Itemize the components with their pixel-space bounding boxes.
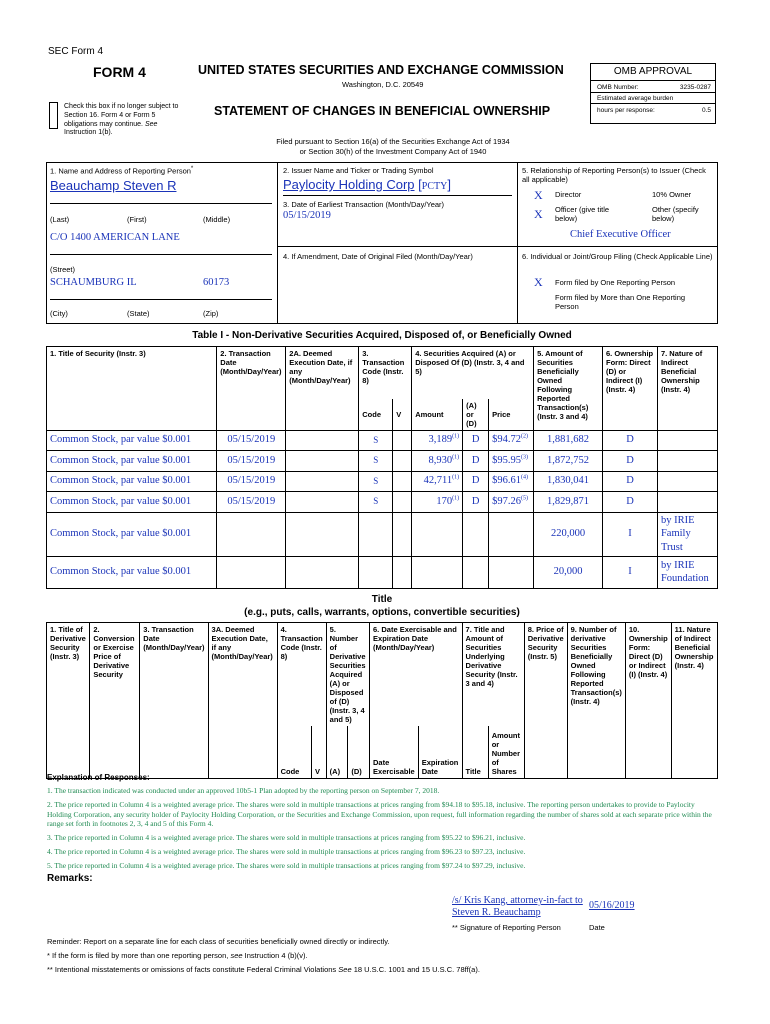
amount (412, 556, 463, 588)
street-label: (Street) (50, 265, 76, 274)
transaction-code (359, 512, 393, 556)
reminder: Reminder: Report on a separate line for each class of securities beneficially owned directly or indirectly. (47, 937, 390, 946)
issuer-name: Paylocity Holding Corp [PCTY] (283, 177, 451, 192)
footnote-misstatements: ** Intentional misstatements or omissions of facts constitute Federal Criminal Violations See 18 U.S.C. 1001 and 15 U.S.C. 78ff(a). (47, 965, 480, 974)
signature-label: ** Signature of Reporting Person (452, 923, 561, 932)
officer-label: Officer (give title below) (555, 205, 610, 223)
price: $94.72$^{(2)}$ (489, 430, 534, 451)
transaction-code: S (359, 451, 393, 472)
t2-header-underlying: 7. Title and Amount of Securities Underlying Derivative Security (Instr. 3 and 4) (462, 623, 524, 727)
v-cell (393, 556, 412, 588)
zip-label: (Zip) (203, 309, 219, 318)
t2-sub-expiration: Expiration Date (418, 726, 462, 778)
t2-sub-code: Code (277, 726, 311, 778)
t1-header-deemed: 2A. Deemed Execution Date, if any (Month/Day/Year) (286, 347, 359, 431)
remarks-heading: Remarks: (47, 873, 93, 884)
no-longer-subject-checkbox[interactable] (49, 102, 58, 129)
t2-header-title: 1. Title of Derivative Security (Instr. 3) (47, 623, 90, 779)
officer-mark: X (534, 207, 543, 221)
reporting-person-name-link[interactable]: Beauchamp Steven R (50, 178, 177, 193)
owned-following: 1,830,041 (534, 471, 603, 492)
one-person-label: Form filed by One Reporting Person (555, 278, 676, 287)
amount: 170$^{(1)}$ (412, 492, 463, 513)
ownership-form: D (603, 492, 658, 513)
security-title: Common Stock, par value $0.001 (47, 451, 217, 472)
owned-following: 20,000 (534, 556, 603, 588)
omb-hours: 0.5 (701, 107, 711, 114)
transaction-date: 05/15/2019 (217, 451, 286, 472)
footnote-2: 2. The price reported in Column 4 is a weighted average price. The shares were sold in multiple transactions at prices ranging from $94.18 to $95.18, inclusive. The reporting person undertakes to provide to Paylocity Holding Corporation, any security holder of Paylocity Holding Corporation, or the Securities and Exchange Commission, upon request, full information regarding the number of shares sold at each separate price within the range set forth in footnotes 2, 3, 4 and 5 of this Form 4. (47, 799, 712, 829)
t1-sub-code: Code (359, 399, 393, 431)
ten-percent-owner-label: 10% Owner (652, 190, 692, 199)
ticker: PCTY (421, 181, 448, 192)
nature-of-ownership: by IRIE Foundation (657, 556, 717, 588)
box4-label: 4. If Amendment, Date of Original Filed (Month/Day/Year) (283, 252, 473, 261)
price (489, 556, 534, 588)
t2-header-exercisable: 6. Date Exercisable and Expiration Date (Month/Day/Year) (370, 623, 463, 727)
derivative-table (46, 622, 718, 779)
city-label: (City) (50, 309, 68, 318)
security-title: Common Stock, par value $0.001 (47, 492, 217, 513)
omb-title: OMB APPROVAL (591, 64, 715, 81)
nature-of-ownership (657, 451, 717, 472)
t2-header-nature: 11. Nature of Indirect Beneficial Ownership (Instr. 4) (671, 623, 717, 779)
transaction-code: S (359, 430, 393, 451)
t1-header-nature: 7. Nature of Indirect Beneficial Ownership (Instr. 4) (657, 347, 717, 431)
omb-number-label: OMB Number: (597, 84, 639, 91)
box6-label: 6. Individual or Joint/Group Filing (Check Applicable Line) (522, 252, 713, 261)
t2-header-price: 8. Price of Derivative Security (Instr. 5) (524, 623, 567, 779)
security-title: Common Stock, par value $0.001 (47, 430, 217, 451)
ownership-form: I (603, 512, 658, 556)
t1-header-form: 6. Ownership Form: Direct (D) or Indirect (I) (Instr. 4) (603, 347, 658, 431)
t2-sub-title: Title (462, 726, 488, 778)
t2-sub-amount: Amount or Number of Shares (488, 726, 524, 778)
acquired-disposed (463, 512, 489, 556)
acquired-disposed: D (463, 492, 489, 513)
acquired-disposed (463, 556, 489, 588)
other-label: Other (specify below) (652, 205, 699, 223)
table-row (47, 556, 718, 588)
v-cell (393, 492, 412, 513)
non-derivative-table (46, 346, 718, 589)
box3-label: 3. Date of Earliest Transaction (Month/Day/Year) (283, 200, 445, 209)
t1-header-acquired: 4. Securities Acquired (A) or Disposed Of (D) (Instr. 3, 4 and 5) (412, 347, 534, 399)
table-row (47, 492, 718, 513)
t1-header-code: 3. Transaction Code (Instr. 8) (359, 347, 412, 399)
ownership-form: D (603, 451, 658, 472)
acquired-disposed: D (463, 471, 489, 492)
earliest-transaction-date: 05/15/2019 (283, 210, 331, 221)
t1-header-owned: 5. Amount of Securities Beneficially Owned Following Reported Transaction(s) (Instr. 3 and 4) (534, 347, 603, 431)
zip-value: 60173 (203, 277, 230, 288)
t1-sub-v: V (393, 399, 412, 431)
nature-of-ownership (657, 471, 717, 492)
t2-header-deemed: 3A. Deemed Execution Date, if any (Month/Day/Year) (208, 623, 277, 779)
director-label: Director (555, 190, 582, 199)
middle-label: (Middle) (203, 215, 231, 224)
t2-sub-a: (A) (326, 726, 348, 778)
owned-following: 1,829,871 (534, 492, 603, 513)
price (489, 512, 534, 556)
t2-header-owned: 9. Number of derivative Securities Beneficially Owned Following Reported Transaction(s) (Instr. 4) (567, 623, 625, 779)
table-row (47, 430, 718, 451)
t2-sub-date-exercisable: Date Exercisable (370, 726, 419, 778)
price: $97.26$^{(5)}$ (489, 492, 534, 513)
table2-title: Title (e.g., puts, calls, warrants, options, convertible securities) (244, 594, 520, 618)
deemed-date (286, 451, 359, 472)
t2-header-date: 3. Transaction Date (Month/Day/Year) (140, 623, 208, 779)
transaction-code: S (359, 492, 393, 513)
signature: /s/ Kris Kang, attorney-in-fact to Steven R. Beauchamp (452, 895, 583, 918)
transaction-code: S (359, 471, 393, 492)
multiple-person-label: Form filed by More than One Reporting Person (555, 293, 686, 311)
footnote-3: 3. The price reported in Column 4 is a weighted average price. The shares were sold in multiple transactions at prices ranging from $95.22 to $96.21, inclusive. (47, 833, 526, 842)
v-cell (393, 512, 412, 556)
transaction-code (359, 556, 393, 588)
officer-title: Chief Executive Officer (570, 229, 671, 240)
amount: 3,189$^{(1)}$ (412, 430, 463, 451)
deemed-date (286, 430, 359, 451)
commission-title: UNITED STATES SECURITIES AND EXCHANGE COMMISSION (198, 63, 564, 77)
city-value: SCHAUMBURG IL (50, 277, 137, 288)
price: $95.95$^{(3)}$ (489, 451, 534, 472)
owned-following: 220,000 (534, 512, 603, 556)
security-title: Common Stock, par value $0.001 (47, 471, 217, 492)
price: $96.61$^{(4)}$ (489, 471, 534, 492)
issuer-link[interactable]: Paylocity Holding Corp (283, 177, 415, 192)
t1-header-title: 1. Title of Security (Instr. 3) (47, 347, 217, 431)
security-title: Common Stock, par value $0.001 (47, 512, 217, 556)
explanation-heading: Explanation of Responses: (47, 773, 150, 782)
t1-sub-price: Price (489, 399, 534, 431)
t2-header-conversion: 2. Conversion or Exercise Price of Derivative Security (90, 623, 140, 779)
t2-sub-v: V (312, 726, 327, 778)
transaction-date: 05/15/2019 (217, 471, 286, 492)
statement-title: STATEMENT OF CHANGES IN BENEFICIAL OWNERSHIP (214, 104, 551, 118)
sec-form-label: SEC Form 4 (48, 46, 104, 57)
nature-of-ownership (657, 492, 717, 513)
one-person-mark: X (534, 275, 543, 289)
form-number: FORM 4 (93, 64, 146, 80)
footnote-4: 4. The price reported in Column 4 is a weighted average price. The shares were sold in multiple transactions at prices ranging from $96.23 to $97.23, inclusive. (47, 846, 526, 856)
deemed-date (286, 556, 359, 588)
amount: 8,930$^{(1)}$ (412, 451, 463, 472)
ownership-form: D (603, 471, 658, 492)
box5-label: 5. Relationship of Reporting Person(s) to Issuer (Check all applicable) (522, 166, 706, 184)
transaction-date: 05/15/2019 (217, 430, 286, 451)
deemed-date (286, 512, 359, 556)
ownership-form: I (603, 556, 658, 588)
signature-date: 05/16/2019 (589, 900, 635, 911)
t1-sub-amount: Amount (412, 399, 463, 431)
transaction-date (217, 512, 286, 556)
v-cell (393, 471, 412, 492)
transaction-date: 05/15/2019 (217, 492, 286, 513)
footnote-5: 5. The price reported in Column 4 is a weighted average price. The shares were sold in multiple transactions at prices ranging from $97.24 to $97.29, inclusive. (47, 860, 526, 870)
deemed-date (286, 471, 359, 492)
footnote-1: 1. The transaction indicated was conducted under an approved 10b5-1 Plan adopted by the reporting person on September 7, 2018. (47, 786, 440, 795)
commission-city: Washington, D.C. 20549 (342, 80, 424, 89)
explanation-notes (47, 786, 715, 874)
checkbox-description: Check this box if no longer subject to Section 16. Form 4 or Form 5 obligations may continue. See Instruction 1(b). (64, 103, 179, 137)
director-mark: X (534, 188, 543, 202)
nature-of-ownership (657, 430, 717, 451)
t1-sub-ad: (A) or (D) (463, 399, 489, 431)
v-cell (393, 451, 412, 472)
box1-label: 1. Name and Address of Reporting Person* (50, 166, 194, 176)
amount (412, 512, 463, 556)
omb-hours-label: hours per response: (597, 107, 655, 114)
table-row (47, 471, 718, 492)
owned-following: 1,872,752 (534, 451, 603, 472)
table1-title: Table I - Non-Derivative Securities Acquired, Disposed of, or Beneficially Owned (192, 330, 572, 341)
first-label: (First) (127, 215, 147, 224)
t1-header-date: 2. Transaction Date (Month/Day/Year) (217, 347, 286, 431)
t2-header-number: 5. Number of Derivative Securities Acquired (A) or Disposed of (D) (Instr. 3, 4 and 5) (326, 623, 369, 727)
v-cell (393, 430, 412, 451)
owned-following: 1,881,682 (534, 430, 603, 451)
transaction-date (217, 556, 286, 588)
acquired-disposed: D (463, 451, 489, 472)
street-value: C/O 1400 AMERICAN LANE (50, 232, 180, 243)
table-row (47, 512, 718, 556)
nature-of-ownership: by IRIE Family Trust (657, 512, 717, 556)
filed-pursuant: Filed pursuant to Section 16(a) of the Securities Exchange Act of 1934 or Section 30(h) of the Investment Company Act of 1940 (276, 137, 510, 157)
deemed-date (286, 492, 359, 513)
last-label: (Last) (50, 215, 70, 224)
ownership-form: D (603, 430, 658, 451)
omb-burden-label: Estimated average burden (591, 93, 715, 104)
amount: 42,711$^{(1)}$ (412, 471, 463, 492)
state-label: (State) (127, 309, 150, 318)
box2-label: 2. Issuer Name and Ticker or Trading Symbol (283, 166, 434, 175)
date-label: Date (589, 923, 605, 932)
t2-header-form: 10. Ownership Form: Direct (D) or Indirect (I) (Instr. 4) (625, 623, 671, 779)
t2-sub-d: (D) (348, 726, 370, 778)
omb-number: 3235-0287 (679, 84, 711, 91)
t2-header-code: 4. Transaction Code (Instr. 8) (277, 623, 326, 727)
footnote-multiple: * If the form is filed by more than one reporting person, see Instruction 4 (b)(v). (47, 951, 308, 960)
acquired-disposed: D (463, 430, 489, 451)
omb-approval-box (590, 63, 716, 124)
security-title: Common Stock, par value $0.001 (47, 556, 217, 588)
table-row (47, 451, 718, 472)
